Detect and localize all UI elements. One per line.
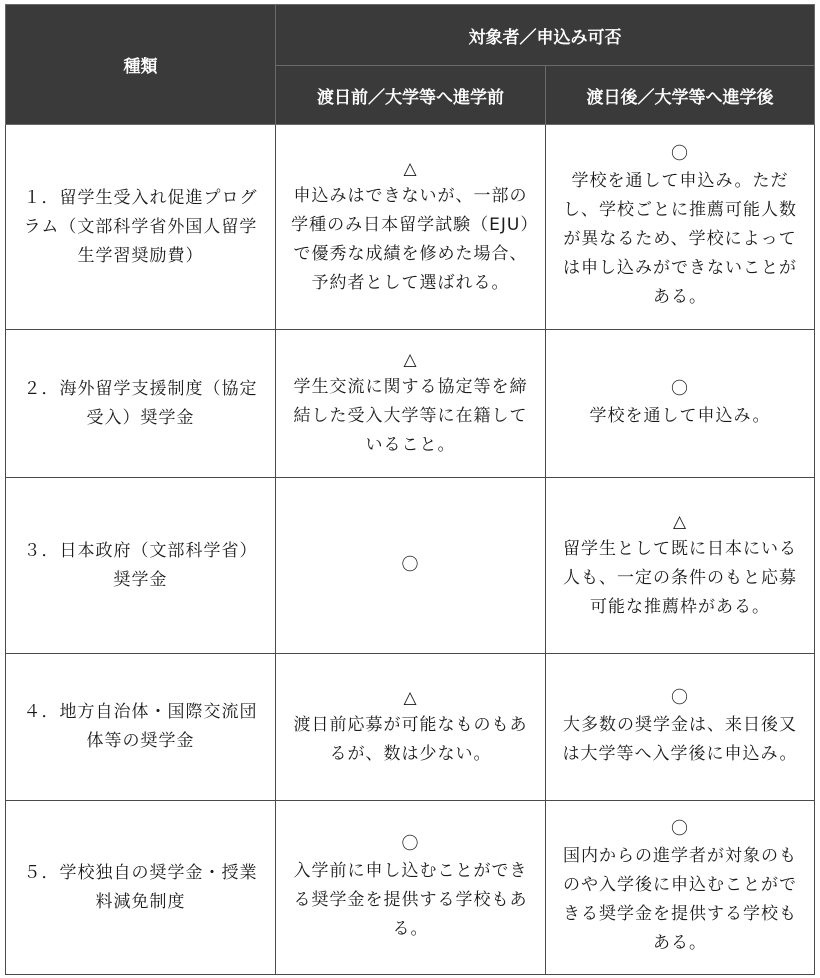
before-note: 申込みはできないが、一部の学種のみ日本留学試験（EJU）で優秀な成績を修めた場合、予約者として選ばれる。 bbox=[291, 185, 530, 293]
header-after: 渡日後／大学等へ進学後 bbox=[546, 66, 815, 125]
scholarship-table bbox=[5, 4, 815, 975]
after-note: 学校を通して申込み。ただし、学校ごとに推薦可能人数が異なるため、学校によっては申し込みができないことがある。 bbox=[563, 171, 797, 307]
after-note: 学校を通して申込み。 bbox=[589, 405, 771, 426]
before-note: 入学前に申し込むことができる奨学金を提供する学校もある。 bbox=[293, 860, 528, 939]
type-cell: ３．日本政府（文部科学省）奨学金 bbox=[6, 478, 276, 654]
before-cell bbox=[276, 330, 546, 478]
table-row bbox=[6, 330, 815, 478]
type-cell: ２．海外留学支援制度（協定受入）奨学金 bbox=[6, 330, 276, 478]
availability-mark: △ bbox=[403, 158, 418, 179]
header-target: 対象者／申込み可否 bbox=[276, 5, 815, 66]
before-cell bbox=[276, 654, 546, 801]
before-note: 渡日前応募が可能なものもあるが、数は少ない。 bbox=[293, 714, 528, 764]
availability-mark: 〇 bbox=[671, 378, 689, 399]
before-cell bbox=[276, 478, 546, 654]
after-note: 国内からの進学者が対象のものや入学後に申込むことができる奨学金を提供する学校もある。 bbox=[563, 846, 797, 953]
after-cell bbox=[546, 654, 815, 801]
type-cell: １．留学生受入れ促進プログラム（文部科学省外国人留学生学習奨励費） bbox=[6, 125, 276, 330]
after-cell bbox=[546, 330, 815, 478]
availability-mark: 〇 bbox=[671, 819, 689, 839]
availability-mark: 〇 bbox=[671, 687, 689, 708]
after-cell bbox=[546, 478, 815, 654]
after-note: 大多数の奨学金は、来日後又は大学等へ入学後に申込み。 bbox=[562, 714, 798, 764]
header-before: 渡日前／大学等へ進学前 bbox=[276, 66, 546, 125]
before-note: 学生交流に関する協定等を締結した受入大学等に在籍していること。 bbox=[293, 376, 528, 455]
header-type: 種類 bbox=[6, 5, 276, 125]
table-row bbox=[6, 654, 815, 801]
availability-mark: 〇 bbox=[401, 833, 420, 854]
availability-mark: △ bbox=[672, 511, 688, 532]
before-cell bbox=[276, 125, 546, 330]
table-row bbox=[6, 801, 815, 975]
before-cell bbox=[276, 801, 546, 975]
type-cell: ５．学校独自の奨学金・授業料減免制度 bbox=[6, 801, 276, 975]
type-cell: ４．地方自治体・国際交流団体等の奨学金 bbox=[6, 654, 276, 801]
availability-mark: 〇 bbox=[401, 555, 420, 575]
table-row bbox=[6, 478, 815, 654]
availability-mark: △ bbox=[403, 349, 418, 370]
availability-mark: 〇 bbox=[671, 144, 689, 164]
after-note: 留学生として既に日本にいる人も、一定の条件のもと応募可能な推薦枠がある。 bbox=[563, 538, 797, 617]
availability-mark: △ bbox=[403, 687, 418, 708]
after-cell bbox=[546, 125, 815, 330]
table-row bbox=[6, 125, 815, 330]
after-cell bbox=[546, 801, 815, 975]
